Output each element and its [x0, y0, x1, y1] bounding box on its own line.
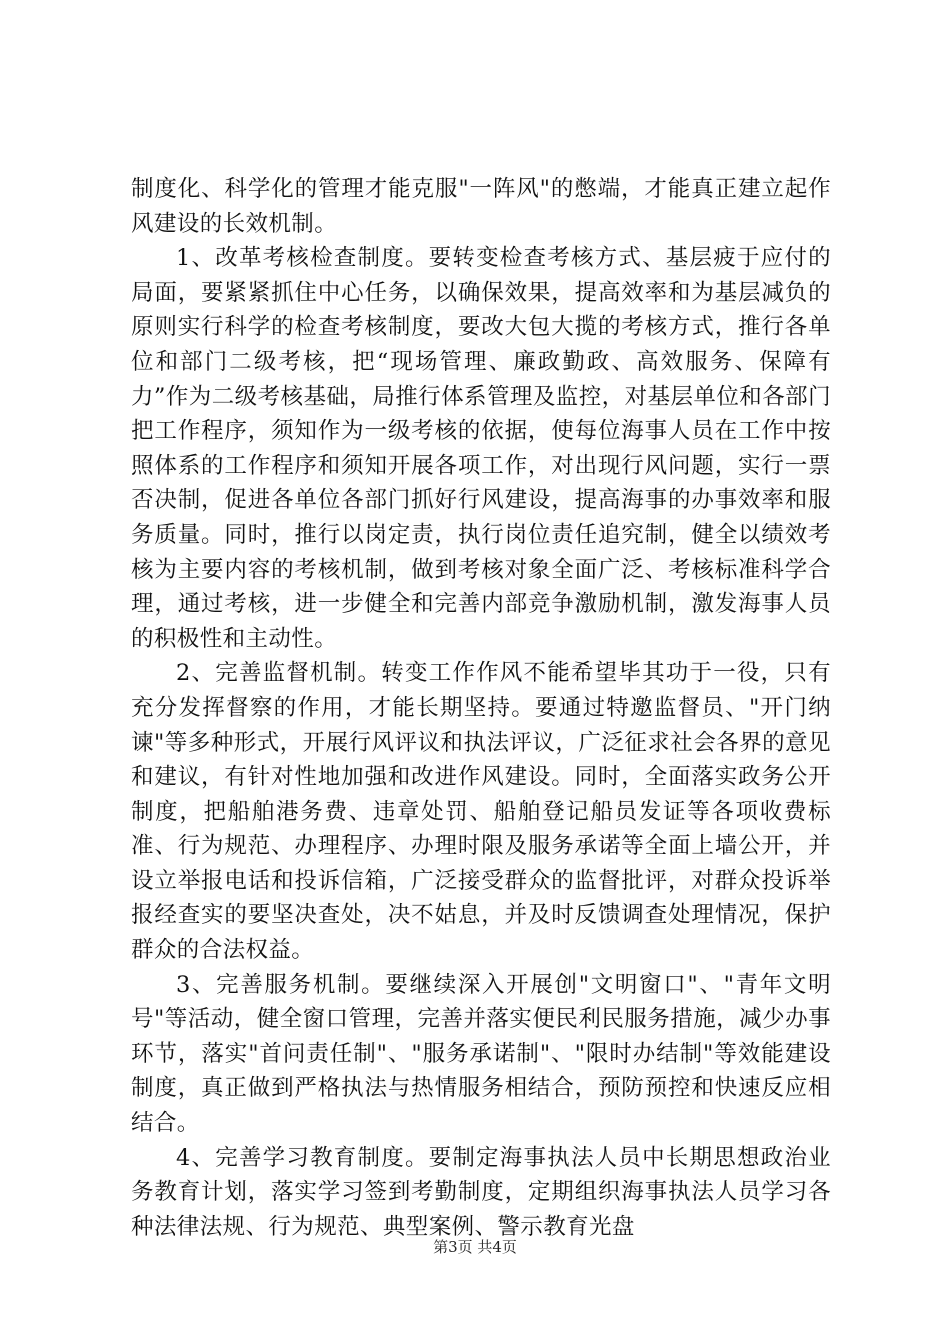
- paragraph-item-4: 4、完善学习教育制度。要制定海事执法人员中长期思想政治业务教育计划，落实学习签到考勤制度，定期组织海事执法人员学习各种法律法规、行为规范、典型案例、警示教育光盘: [131, 1144, 831, 1240]
- paragraph-item-3: 3、完善服务机制。要继续深入开展创"文明窗口"、"青年文明号"等活动，健全窗口管理，完善并落实便民利民服务措施，减少办事环节，落实"首问责任制"、"服务承诺制"、"限时办结制"等效能建设制度，真正做到严格执法与热情服务相结合，预防预控和快速反应相结合。: [131, 971, 831, 1137]
- page-number-footer: 第3页 共4页: [433, 1238, 517, 1256]
- paragraph-item-2: 2、完善监督机制。转变工作作风不能希望毕其功于一役，只有充分发挥督察的作用，才能长期坚持。要通过特邀监督员、"开门纳谏"等多种形式，开展行风评议和执法评议，广泛征求社会各界的意见和建议，有针对性地加强和改进作风建设。同时，全面落实政务公开制度，把船舶港务费、违章处罚、船舶登记船员发证等各项收费标准、行为规范、办理程序、办理时限及服务承诺等全面上墙公开，并设立举报电话和投诉信箱，广泛接受群众的监督批评，对群众投诉举报经查实的要坚决查处，决不姑息，并及时反馈调查处理情况，保护群众的合法权益。: [131, 660, 831, 964]
- document-body: [131, 172, 831, 1244]
- paragraph-continuation: 制度化、科学化的管理才能克服"一阵风"的憋端，才能真正建立起作风建设的长效机制。: [131, 176, 831, 237]
- paragraph-item-1: 1、改革考核检查制度。要转变检查考核方式、基层疲于应付的局面，要紧紧抓住中心任务，以确保效果，提高效率和为基层减负的原则实行科学的检查考核制度，要改大包大揽的考核方式，推行各单位和部门二级考核，把“现场管理、廉政勤政、高效服务、保障有力”作为二级考核基础，局推行体系管理及监控，对基层单位和各部门把工作程序，须知作为一级考核的依据，使每位海事人员在工作中按照体系的工作程序和须知开展各项工作，对出现行风问题，实行一票否决制，促进各单位各部门抓好行风建设，提高海事的办事效率和服务质量。同时，推行以岗定责，执行岗位责任追究制，健全以绩效考核为主要内容的考核机制，做到考核对象全面广泛、考核标准科学合理，通过考核，进一步健全和完善内部竞争激励机制，激发海事人员的积极性和主动性。: [131, 245, 831, 652]
